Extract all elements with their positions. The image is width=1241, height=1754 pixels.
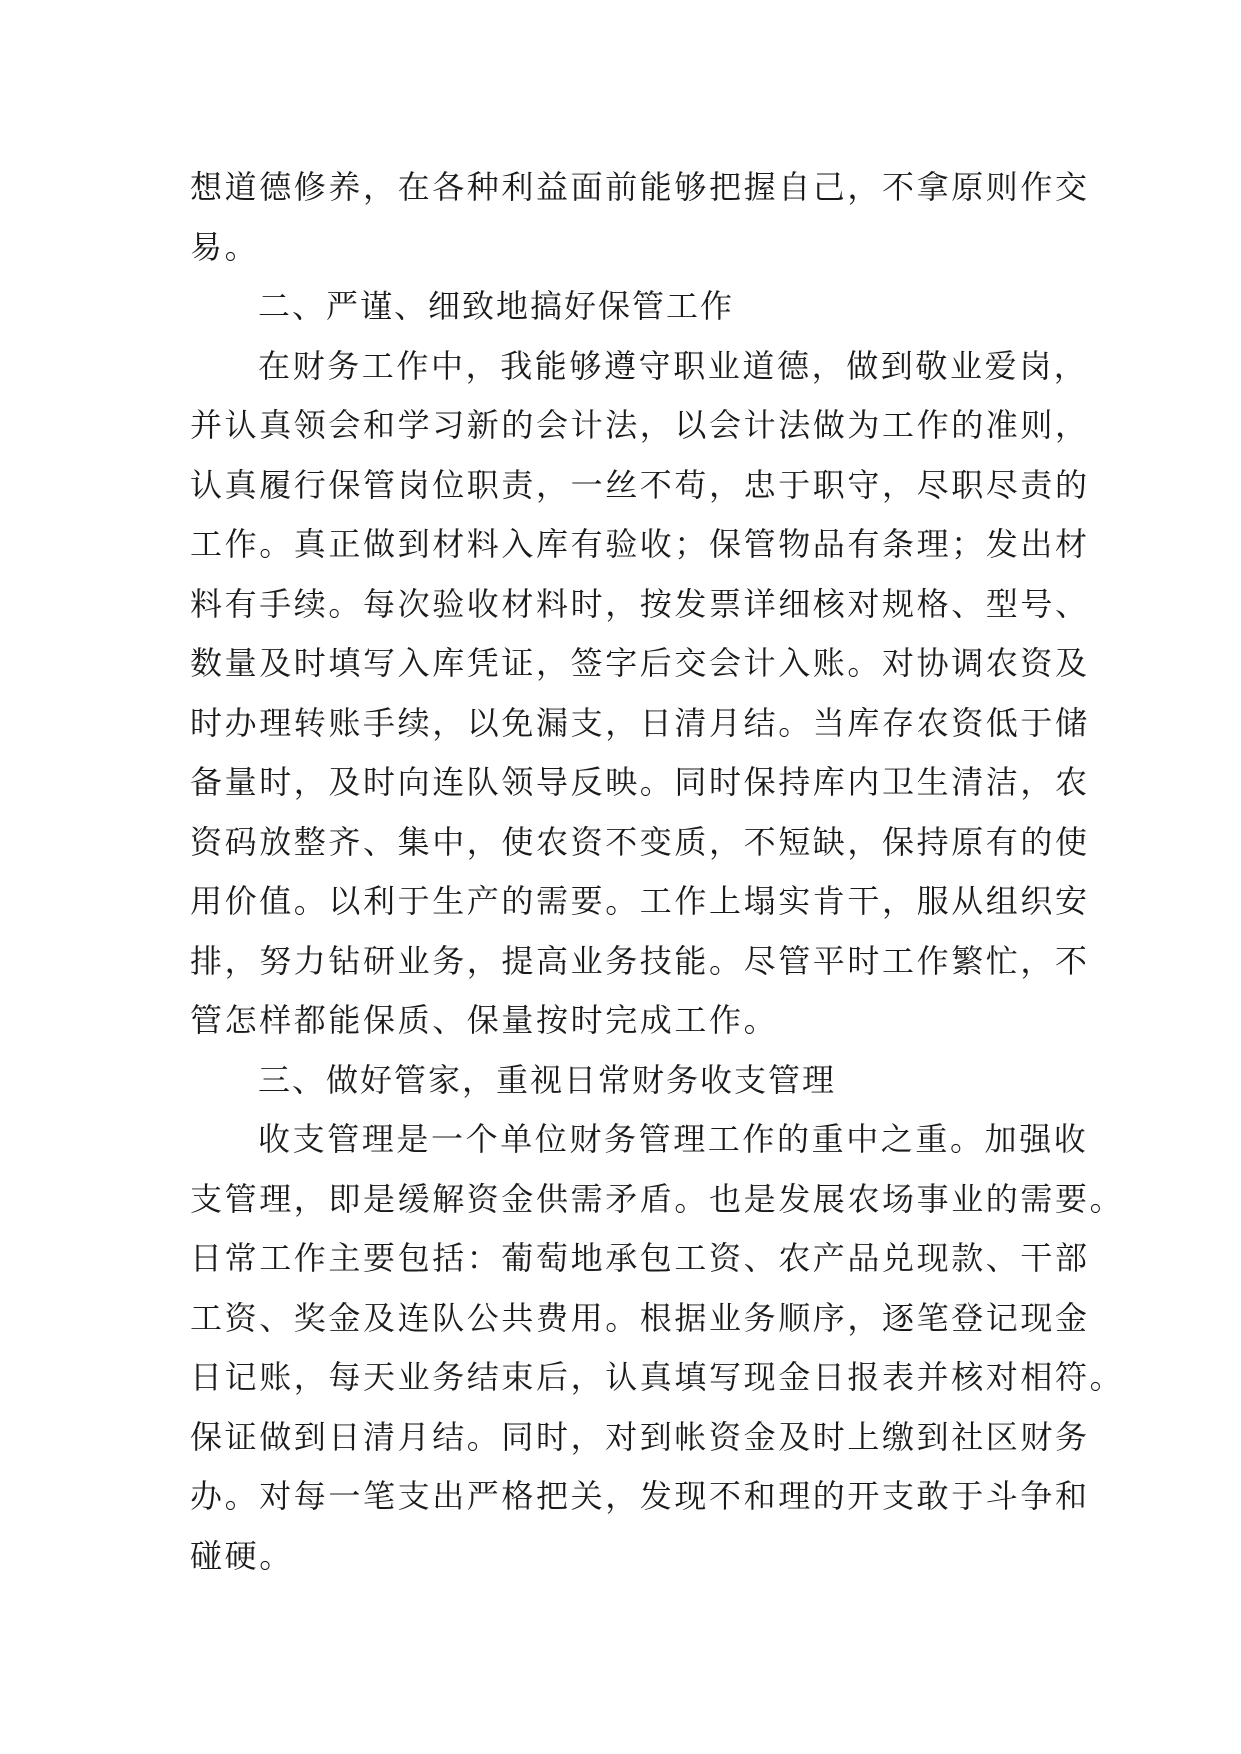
text-line: 时办理转账手续，以免漏支，日清月结。当库存农资低于储 (190, 703, 1090, 742)
text-line: 在财务工作中，我能够遵守职业道德，做到敬业爱岗， (258, 346, 1089, 385)
text-line: 并认真领会和学习新的会计法，以会计法做为工作的准则， (190, 406, 1090, 444)
text-line: 易。 (190, 227, 260, 266)
text-line: 办。对每一笔支出严格把关，发现不和理的开支敢于斗争和 (190, 1477, 1090, 1515)
text-line: 认真履行保管岗位职责，一丝不苟，忠于职守，尽职尽责的 (190, 465, 1090, 504)
text-line: 日常工作主要包括：葡萄地承包工资、农产品兑现款、干部 (190, 1239, 1090, 1277)
document-body (190, 158, 1125, 1586)
text-line: 碰硬。 (190, 1536, 294, 1575)
text-line: 管怎样都能保质、保量按时完成工作。 (190, 1001, 779, 1039)
text-line: 工资、奖金及连队公共费用。根据业务顺序，逐笔登记现金 (190, 1298, 1090, 1337)
text-line: 资码放整齐、集中，使农资不变质，不短缺，保持原有的使 (190, 822, 1090, 861)
text-line: 备量时，及时向连队领导反映。同时保持库内卫生清洁，农 (190, 763, 1090, 801)
section-heading-2: 二、严谨、细致地搞好保管工作 (258, 287, 735, 325)
text-line: 收支管理是一个单位财务管理工作的重中之重。加强收 (258, 1120, 1089, 1158)
text-line: 支管理，即是缓解资金供需矛盾。也是发展农场事业的需要。 (190, 1179, 1125, 1218)
text-line: 数量及时填写入库凭证，签字后交会计入账。对协调农资及 (190, 644, 1090, 682)
text-line: 料有手续。每次验收材料时，按发票详细核对规格、型号、 (190, 584, 1090, 623)
text-line: 想道德修养，在各种利益面前能够把握自己，不拿原则作交 (190, 168, 1090, 206)
section-heading-3: 三、做好管家，重视日常财务收支管理 (258, 1060, 837, 1099)
text-line: 用价值。以利于生产的需要。工作上塌实肯干，服从组织安 (190, 882, 1090, 920)
text-line: 日记账，每天业务结束后，认真填写现金日报表并核对相符。 (190, 1358, 1125, 1396)
text-line: 排，努力钻研业务，提高业务技能。尽管平时工作繁忙，不 (190, 941, 1090, 980)
text-line: 工作。真正做到材料入库有验收；保管物品有条理；发出材 (190, 525, 1090, 563)
text-line: 保证做到日清月结。同时，对到帐资金及时上缴到社区财务 (190, 1417, 1090, 1456)
